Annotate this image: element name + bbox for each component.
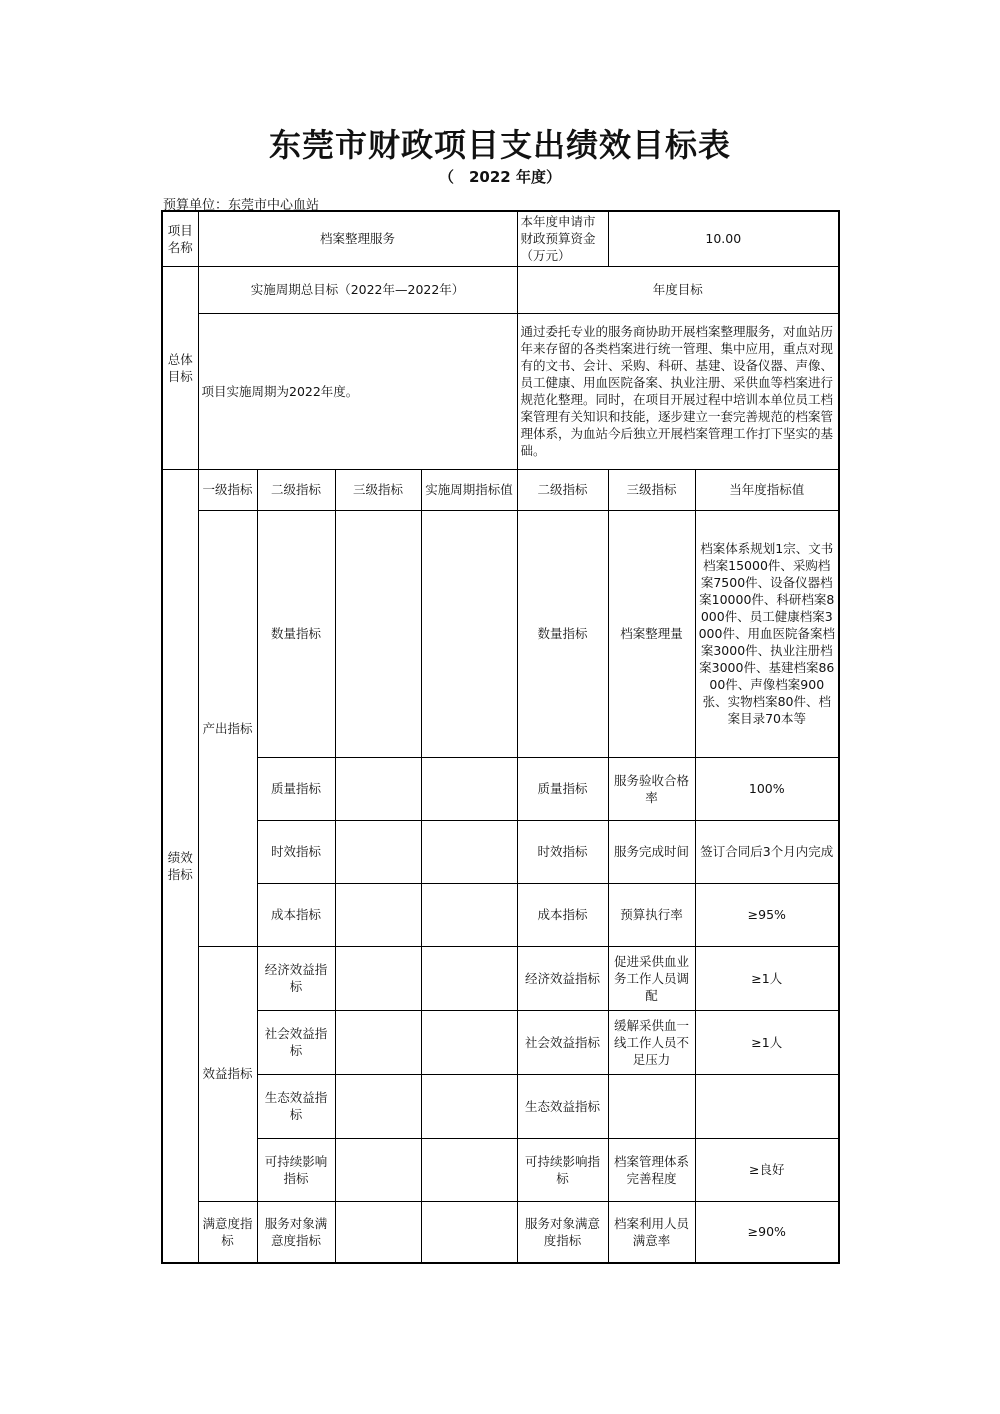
period-level3	[335, 820, 421, 883]
period-level2: 时效指标	[257, 820, 335, 883]
annual-value: 档案体系规划1宗、文书档案15000件、采购档案7500件、设备仪器档案10000件、科研档案8000件、员工健康档案3000件、用血医院备案档案3000件、执业注册档案3000件、基建档案8600件、声像档案900张、实物档案80件、档案目录70本等	[695, 510, 839, 757]
annual-level3: 档案整理量	[608, 510, 695, 757]
performance-indicator-label: 绩效指标	[162, 469, 198, 1263]
annual-level3: 促进采供血业务工作人员调配	[608, 946, 695, 1010]
period-level3	[335, 1201, 421, 1263]
period-target-text: 项目实施周期为2022年度。	[198, 313, 517, 469]
period-level3	[335, 510, 421, 757]
annual-level2: 时效指标	[517, 820, 608, 883]
column-header: 三级指标	[335, 469, 421, 510]
annual-level2: 社会效益指标	[517, 1010, 608, 1074]
period-level2: 生态效益指标	[257, 1074, 335, 1138]
period-level2: 可持续影响指标	[257, 1138, 335, 1201]
column-header: 二级指标	[517, 469, 608, 510]
funds-label: 本年度申请市财政预算资金（万元）	[517, 211, 608, 266]
annual-value: 签订合同后3个月内完成	[695, 820, 839, 883]
performance-target-table	[161, 210, 840, 1264]
period-level2: 成本指标	[257, 883, 335, 946]
annual-level3: 预算执行率	[608, 883, 695, 946]
annual-value: ≥1人	[695, 946, 839, 1010]
period-value	[421, 757, 517, 820]
annual-value: ≥90%	[695, 1201, 839, 1263]
annual-level2: 服务对象满意度指标	[517, 1201, 608, 1263]
period-level3	[335, 946, 421, 1010]
level1-indicator: 效益指标	[198, 946, 257, 1201]
period-target-header: 实施周期总目标（2022年—2022年）	[198, 266, 517, 313]
annual-level3: 服务验收合格率	[608, 757, 695, 820]
page-title: 东莞市财政项目支出绩效目标表	[268, 126, 731, 164]
annual-level3: 档案利用人员满意率	[608, 1201, 695, 1263]
period-level3	[335, 1138, 421, 1201]
period-value	[421, 820, 517, 883]
period-level2: 质量指标	[257, 757, 335, 820]
period-value	[421, 946, 517, 1010]
column-header: 当年度指标值	[695, 469, 839, 510]
annual-value: ≥95%	[695, 883, 839, 946]
annual-target-text: 通过委托专业的服务商协助开展档案整理服务，对血站历年来存留的各类档案进行统一管理、集中应用，重点对现有的文书、会计、采购、科研、基建、设备仪器、声像、员工健康、用血医院备案、执业注册、采供血等档案进行规范化整理。同时，在项目开展过程中培训本单位员工档案管理有关知识和技能，逐步建立一套完善规范的档案管理体系，为血站今后独立开展档案管理工作打下坚实的基础。	[517, 313, 839, 469]
funds-value: 10.00	[608, 211, 839, 266]
period-level3	[335, 883, 421, 946]
period-value	[421, 1201, 517, 1263]
period-level2: 数量指标	[257, 510, 335, 757]
period-level2: 经济效益指标	[257, 946, 335, 1010]
level1-indicator: 产出指标	[198, 510, 257, 946]
budget-unit: 预算单位：东莞市中心血站	[163, 198, 320, 213]
annual-value: 100%	[695, 757, 839, 820]
period-level3	[335, 1010, 421, 1074]
period-level3	[335, 1074, 421, 1138]
annual-level2: 生态效益指标	[517, 1074, 608, 1138]
period-value	[421, 1010, 517, 1074]
annual-level2: 成本指标	[517, 883, 608, 946]
annual-value	[695, 1074, 839, 1138]
annual-target-header: 年度目标	[517, 266, 839, 313]
annual-level2: 数量指标	[517, 510, 608, 757]
annual-value: ≥良好	[695, 1138, 839, 1201]
fiscal-year: （ 2022 年度）	[439, 168, 561, 186]
annual-level2: 经济效益指标	[517, 946, 608, 1010]
annual-level3: 服务完成时间	[608, 820, 695, 883]
period-value	[421, 1074, 517, 1138]
project-name-label: 项目名称	[162, 211, 198, 266]
annual-level3: 档案管理体系完善程度	[608, 1138, 695, 1201]
column-header: 三级指标	[608, 469, 695, 510]
annual-level2: 可持续影响指标	[517, 1138, 608, 1201]
column-header: 实施周期指标值	[421, 469, 517, 510]
period-level2: 服务对象满意度指标	[257, 1201, 335, 1263]
overall-target-label: 总体目标	[162, 266, 198, 469]
annual-level2: 质量指标	[517, 757, 608, 820]
annual-level3: 缓解采供血一线工作人员不足压力	[608, 1010, 695, 1074]
period-value	[421, 510, 517, 757]
column-header: 二级指标	[257, 469, 335, 510]
period-level3	[335, 757, 421, 820]
annual-value: ≥1人	[695, 1010, 839, 1074]
period-level2: 社会效益指标	[257, 1010, 335, 1074]
period-value	[421, 1138, 517, 1201]
project-name-value: 档案整理服务	[198, 211, 517, 266]
period-value	[421, 883, 517, 946]
column-header: 一级指标	[198, 469, 257, 510]
annual-level3	[608, 1074, 695, 1138]
level1-indicator: 满意度指标	[198, 1201, 257, 1263]
